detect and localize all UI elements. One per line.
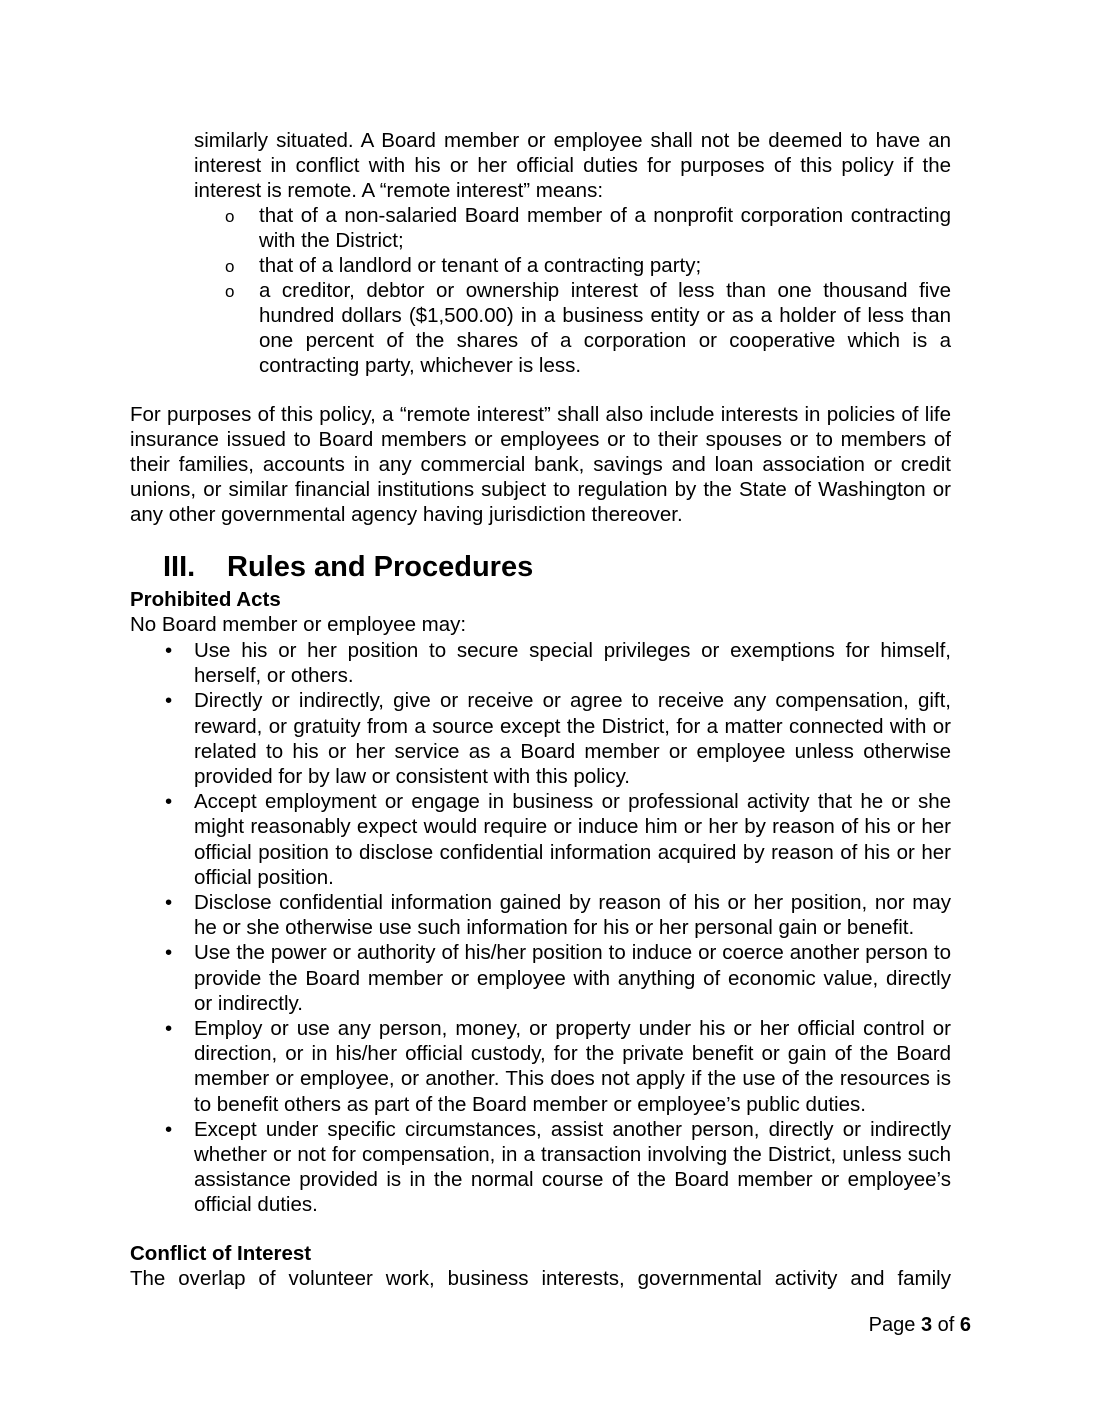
circle-bullet-icon: o: [225, 207, 235, 226]
of-label: of: [937, 1314, 955, 1336]
bullet-icon: •: [165, 941, 173, 965]
list-item: [130, 688, 951, 789]
bullet-icon: •: [165, 1017, 173, 1041]
total-pages-number: 6: [959, 1314, 971, 1336]
conflict-of-interest-heading: Conflict of Interest: [130, 1242, 312, 1265]
prohibited-acts-list: [130, 638, 951, 1218]
bullet-icon: •: [165, 891, 173, 915]
bullet-icon: •: [165, 689, 173, 713]
section-number: III.: [163, 551, 196, 583]
bullet-icon: •: [165, 790, 173, 814]
list-item-text: Disclose confidential information gained by reason of his or her position, nor may he or she otherwise use such information for his or her personal gain or benefit.: [194, 891, 951, 940]
list-item: [130, 1016, 951, 1117]
list-item: [194, 278, 951, 378]
intro-paragraph: similarly situated. A Board member or employee shall not be deemed to have an interest in conflict with his or her official duties for purposes of this policy if the interest is remote. A “remote interest” means:: [194, 129, 951, 202]
list-item: [130, 638, 951, 688]
list-item: [130, 890, 951, 940]
list-item-text: Accept employment or engage in business or professional activity that he or she might reasonably expect would require or induce him or her by reason of his or her official position to disclose confidential information acquired by reason of his or her official position.: [194, 790, 951, 889]
list-item: [194, 253, 951, 278]
prohibited-acts-lead: No Board member or employee may:: [130, 613, 467, 636]
remote-interest-list: [194, 203, 951, 378]
prohibited-acts-heading: Prohibited Acts: [130, 588, 281, 611]
list-item-text: Directly or indirectly, give or receive or agree to receive any compensation, gift, reward, or gratuity from a source except the District, for a matter connected with or related to his or her service as a Board member or employee unless otherwise provided for by law or consistent with this policy.: [194, 689, 951, 789]
list-item-text: Employ or use any person, money, or property under his or her official control or direction, or in his/her official custody, for the private benefit or gain of the Board member or employee, or another. This does not apply if the use of the resources is to benefit others as part of the Board member or employee’s public duties.: [194, 1017, 951, 1116]
list-item: [130, 940, 951, 1016]
list-item-text: that of a landlord or tenant of a contracting party;: [259, 254, 702, 277]
circle-bullet-icon: o: [225, 257, 235, 276]
bullet-icon: •: [165, 639, 173, 662]
current-page-number: 3: [920, 1314, 933, 1336]
list-item-text: Use his or her position to secure special privileges or exemptions for himself, herself, or others.: [194, 639, 951, 688]
section-title: Rules and Procedures: [227, 551, 534, 583]
list-item: [194, 203, 951, 253]
list-item-text: that of a non-salaried Board member of a nonprofit corporation contracting with the District;: [259, 204, 951, 252]
list-item: [130, 789, 951, 890]
list-item-text: Except under specific circumstances, assist another person, directly or indirectly whether or not for compensation, in a transaction involving the District, unless such assistance provided is in the normal course of the Board member or employee’s official duties.: [194, 1117, 951, 1217]
list-item-text: Use the power or authority of his/her position to induce or coerce another person to provide the Board member or employee with anything of economic value, directly or indirectly.: [194, 941, 951, 1015]
bullet-icon: •: [165, 1117, 173, 1141]
circle-bullet-icon: o: [225, 282, 235, 301]
section-heading: [163, 549, 533, 585]
page-footer: [869, 1313, 971, 1338]
remote-interest-paragraph: For purposes of this policy, a “remote interest” shall also include interests in policies of life insurance issued to Board members or employees or to their spouses or to members of their families, accounts in any commercial bank, savings and loan association or credit unions, or similar financial institutions subject to regulation by the State of Washington or any other governmental agency having jurisdiction thereover.: [130, 403, 951, 526]
conflict-of-interest-paragraph: The overlap of volunteer work, business interests, governmental activity and family: [130, 1267, 951, 1290]
page-label: Page: [868, 1314, 916, 1336]
list-item: [130, 1117, 951, 1218]
list-item-text: a creditor, debtor or ownership interest of less than one thousand five hundred dollars ($1,500.00) in a business entity or as a holder of less than one percent of the shares of a corporation or cooperative which is a contracting party, whichever is less.: [259, 279, 951, 377]
